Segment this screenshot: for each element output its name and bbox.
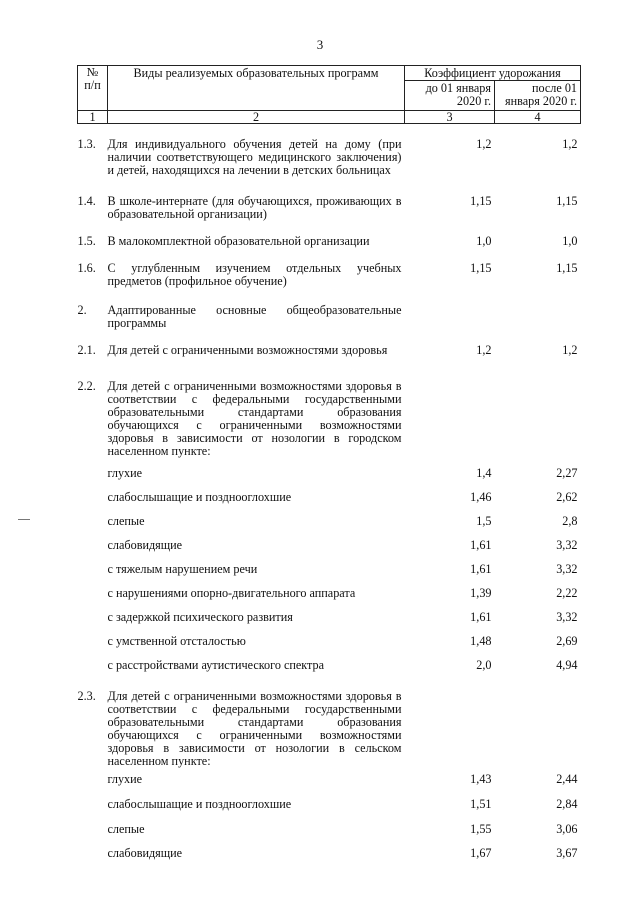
row-program-name: слепые	[107, 513, 145, 528]
header-index-2: 2	[108, 111, 405, 124]
row-coef-before: 2,0	[476, 657, 492, 672]
row-coef-before: 1,2	[476, 137, 492, 151]
row-coef-after: 3,67	[556, 845, 578, 860]
row-program-name: глухие	[107, 465, 143, 480]
table-row	[78, 793, 581, 818]
row-coef-before: 1,55	[470, 821, 492, 836]
row-coef-before: 1,51	[470, 796, 492, 811]
row-program-name: Для детей с ограниченными возможностями здоровья	[107, 342, 388, 357]
row-coef-after: 1,0	[562, 233, 578, 248]
row-coef-after: 2,8	[562, 513, 578, 528]
row-program-name: с нарушениями опорно-двигательного аппарата	[107, 585, 356, 600]
row-coef-after: 2,27	[556, 465, 578, 480]
table-row	[78, 486, 581, 510]
row-number	[78, 818, 108, 842]
row-coef-after: 4,94	[556, 657, 578, 672]
row-coef-after: 1,15	[556, 193, 578, 208]
row-number	[78, 462, 108, 486]
row-coef-before: 1,2	[476, 342, 492, 357]
row-number	[78, 582, 108, 606]
row-number	[78, 768, 108, 793]
scan-artifact-mark	[18, 519, 30, 520]
row-program-name: Для детей с ограниченными возможностями здоровья в соответствии с федеральными государственными образовательными стандартами образования обучающихся с ограниченными возможностями здоровья в зависимости от нозологии в сельском населенном пункте:	[107, 688, 402, 768]
row-coef-before	[405, 678, 495, 768]
row-coef-after: 1,15	[556, 260, 578, 275]
row-coef-after	[495, 370, 581, 462]
row-coef-before: 1,46	[470, 489, 492, 504]
header-index-4: 4	[495, 111, 581, 124]
row-program-name: В школе-интернате (для обучающихся, проживающих в образовательной организации)	[107, 193, 402, 221]
row-coef-before: 1,61	[470, 609, 492, 624]
header-before-2020: до 01 января 2020 г.	[405, 81, 495, 111]
row-number: 1.4.	[77, 193, 96, 208]
row-number	[78, 486, 108, 510]
table-header	[78, 66, 581, 124]
table-row	[78, 226, 581, 253]
header-coefficient: Коэффициент удорожания	[405, 66, 581, 81]
row-coef-after: 2,84	[556, 796, 578, 811]
table-row	[78, 534, 581, 558]
row-number	[78, 842, 108, 866]
row-number	[78, 630, 108, 654]
table-row	[78, 336, 581, 370]
row-program-name: слабовидящие	[107, 845, 183, 860]
row-coef-after: 2,22	[556, 585, 578, 600]
row-coef-before: 1,67	[470, 845, 492, 860]
header-after-2020: после 01 января 2020 г.	[495, 81, 581, 111]
row-coef-after: 3,06	[556, 821, 578, 836]
row-number	[78, 558, 108, 582]
row-program-name: Для детей с ограниченными возможностями здоровья в соответствии с федеральными государственными образовательными стандартами образования обучающихся с ограниченными возможностями здоровья в зависимости от нозологии в городском населенном пункте:	[107, 378, 402, 458]
table-row	[78, 370, 581, 462]
row-number: 2.1.	[77, 342, 96, 357]
table-row	[78, 654, 581, 678]
table-row	[78, 253, 581, 294]
table-row	[78, 558, 581, 582]
row-coef-before: 1,43	[470, 771, 492, 786]
header-index-3: 3	[405, 111, 495, 124]
row-coef-before: 1,61	[470, 561, 492, 576]
row-program-name: Для индивидуального обучения детей на дому (при наличии соответствующего медицинского заключения) и детей, находящихся на лечении в детских больницах	[107, 137, 402, 177]
row-coef-before	[405, 370, 495, 462]
table-row	[78, 842, 581, 866]
row-number	[78, 510, 108, 534]
page-number: 3	[316, 37, 324, 52]
row-coef-after	[495, 678, 581, 768]
row-coef-after: 1,2	[562, 137, 578, 151]
row-coef-before: 1,39	[470, 585, 492, 600]
row-program-name: с расстройствами аутистического спектра	[107, 657, 325, 672]
row-coef-after: 3,32	[556, 537, 578, 552]
row-coef-before: 1,4	[476, 465, 492, 480]
row-coef-after: 2,62	[556, 489, 578, 504]
row-coef-after: 2,69	[556, 633, 578, 648]
row-number	[78, 606, 108, 630]
row-coef-before: 1,61	[470, 537, 492, 552]
header-index-1: 1	[78, 111, 108, 124]
row-program-name: В малокомплектной образовательной организации	[107, 233, 370, 248]
row-number: 2.2.	[77, 378, 96, 393]
row-number: 2.	[77, 302, 87, 317]
row-coef-before: 1,15	[470, 260, 492, 275]
table-row	[78, 294, 581, 336]
row-number: 2.3.	[77, 688, 96, 703]
row-program-name: с задержкой психического развития	[107, 609, 293, 624]
row-coef-after: 3,32	[556, 609, 578, 624]
row-program-name: слепые	[107, 821, 145, 836]
row-number	[78, 793, 108, 818]
table-row	[78, 818, 581, 842]
table-row	[78, 768, 581, 793]
row-coef-before	[405, 294, 495, 336]
row-number: 1.5.	[77, 233, 96, 248]
row-coef-before: 1,48	[470, 633, 492, 648]
row-number	[78, 654, 108, 678]
row-program-name: слабослышащие и позднооглохшие	[107, 489, 292, 504]
row-program-name: с тяжелым нарушением речи	[107, 561, 258, 576]
row-number: 1.3.	[77, 137, 96, 151]
table-row	[78, 606, 581, 630]
row-number	[78, 534, 108, 558]
row-coef-before: 1,5	[476, 513, 492, 528]
table-row	[78, 582, 581, 606]
table-row	[78, 462, 581, 486]
row-coef-before: 1,0	[476, 233, 492, 248]
row-number: 1.6.	[77, 260, 96, 275]
table-row	[78, 185, 581, 226]
row-coef-after: 2,44	[556, 771, 578, 786]
table-row	[78, 630, 581, 654]
header-number-column: № п/п	[78, 66, 108, 111]
row-coef-after: 3,32	[556, 561, 578, 576]
row-program-name: с умственной отсталостью	[107, 633, 246, 648]
row-program-name: слабовидящие	[107, 537, 183, 552]
table-row	[78, 678, 581, 768]
row-program-name: Адаптированные основные общеобразовательные программы	[107, 302, 402, 330]
row-program-name: слабослышащие и позднооглохшие	[107, 796, 292, 811]
table-body	[78, 124, 581, 866]
row-coef-after	[495, 294, 581, 336]
table-row	[78, 124, 581, 185]
row-program-name: С углубленным изучением отдельных учебных предметов (профильное обучение)	[107, 260, 402, 288]
table-row	[78, 510, 581, 534]
row-coef-before: 1,15	[470, 193, 492, 208]
coefficient-table	[77, 65, 581, 866]
header-program-kind: Виды реализуемых образовательных программ	[108, 66, 405, 111]
row-coef-after: 1,2	[562, 342, 578, 357]
row-program-name: глухие	[107, 771, 143, 786]
